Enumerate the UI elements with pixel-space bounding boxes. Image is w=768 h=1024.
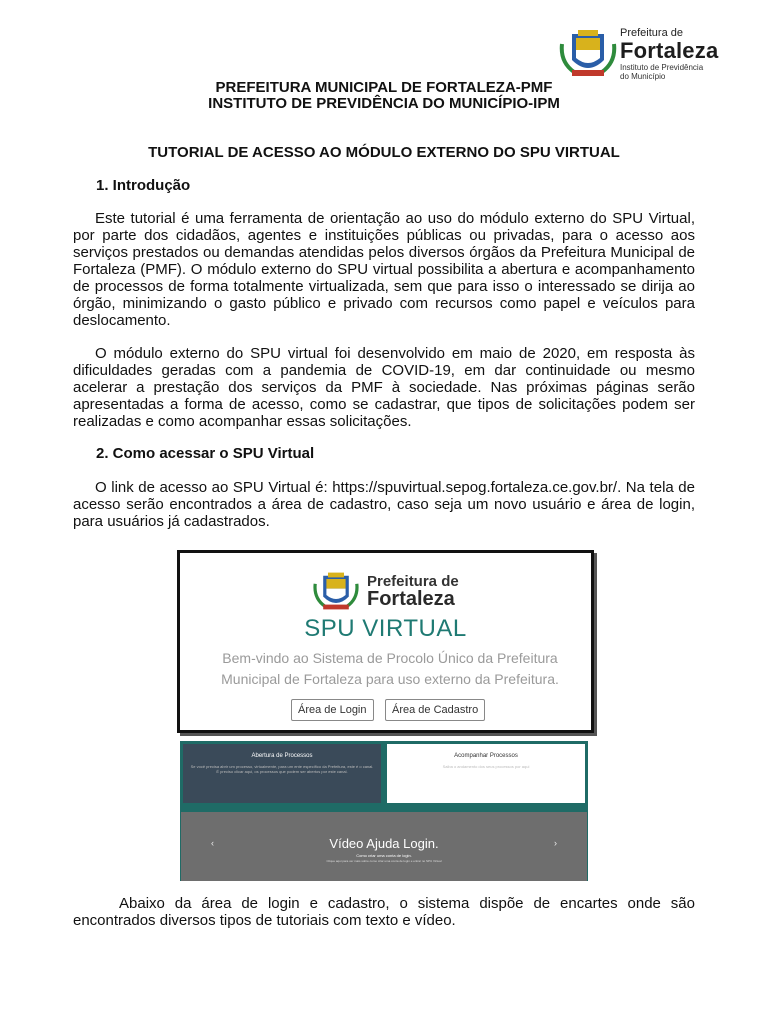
card-text: Saiba o andamento dos seus processos por aqui [442, 764, 530, 769]
document-title: TUTORIAL DE ACESSO AO MÓDULO EXTERNO DO SPU VIRTUAL [148, 144, 620, 161]
section-2-heading: 2. Como acessar o SPU Virtual [96, 445, 315, 462]
spu-title: SPU VIRTUAL [304, 615, 467, 642]
spu-login-screenshot [177, 550, 594, 733]
spu-logo-city: Fortaleza [367, 588, 455, 610]
track-process-card[interactable] [387, 744, 585, 803]
video-subtitle-2: Clique aqui para ver mais sobre como criar uma conta de login e entrar no SPU Virtual [326, 859, 442, 863]
prev-arrow-icon[interactable]: ‹ [211, 838, 214, 848]
header-line-1: PREFEITURA MUNICIPAL DE FORTALEZA-PMF [215, 79, 553, 96]
paragraph-text: O link de acesso ao SPU Virtual é: https://spuvirtual.sepog.fortaleza.ce.gov.br/. Na tela de acesso serão encontrados a área de cadastro, caso seja um novo usuário e área de login, para usuários já cadastrados. [73, 479, 695, 530]
logo-prefix: Prefeitura de [620, 27, 683, 39]
video-title: Vídeo Ajuda Login. [329, 836, 439, 851]
paragraph-text: Abaixo da área de login e cadastro, o sistema dispõe de encartes onde são encontrados diversos tipos de tutoriais com texto e vídeo. [73, 895, 695, 929]
spu-logo-prefix: Prefeitura de [367, 573, 459, 590]
prefeitura-logo [558, 26, 728, 80]
register-area-button[interactable]: Área de Cadastro [385, 699, 485, 721]
next-arrow-icon[interactable]: › [554, 838, 557, 848]
section-2-paragraph-2 [73, 895, 695, 929]
coat-of-arms-icon [558, 26, 618, 80]
section-2-paragraph-1 [73, 479, 695, 530]
logo-institute: Instituto de Previdência do Município [620, 63, 704, 81]
paragraph-text: Este tutorial é uma ferramenta de orientação ao uso do módulo externo do SPU Virtual, por parte dos cidadãos, agentes e instituições públicas ou privadas, para o acesso aos serviços prestados ou demandas atendidas pelos diversos órgãos da Prefeitura Municipal de Fortaleza (PMF). O módulo externo do SPU virtual possibilita a abertura e acompanhamento de processos de forma totalmente virtualizada, sem que para isso o interessado se dirija ao órgão, minimizando o gasto público e privado com recursos como papel e veículos para deslocamento. [73, 210, 695, 329]
open-process-card[interactable] [183, 744, 381, 803]
card-title: Abertura de Processos [251, 753, 313, 759]
coat-of-arms-icon [312, 569, 360, 613]
video-help-carousel[interactable] [181, 812, 587, 881]
login-area-button[interactable]: Área de Login [291, 699, 374, 721]
header-line-2: INSTITUTO DE PREVIDÊNCIA DO MUNICÍPIO-IPM [208, 95, 560, 112]
section-1-paragraph-2 [73, 345, 695, 430]
logo-city: Fortaleza [620, 38, 719, 63]
video-subtitle: Como criar uma conta de login. [356, 853, 412, 858]
card-title: Acompanhar Processos [454, 753, 518, 759]
spu-logo [312, 569, 492, 613]
section-1-heading: 1. Introdução [96, 177, 191, 194]
section-1-paragraph-1 [73, 210, 695, 329]
spu-tutorials-screenshot [180, 741, 588, 881]
spu-welcome-text: Bem-vindo ao Sistema de Procolo Único da Prefeitura Municipal de Fortaleza para uso externo da Prefeitura. [221, 650, 559, 687]
paragraph-text: O módulo externo do SPU virtual foi desenvolvido em maio de 2020, em resposta às dificuldades geradas com a pandemia de COVID-19, em dar continuidade ou mesmo acelerar a prestação dos serviços da PMF à sociedade. Nas próximas páginas serão apresentadas a forma de acesso, como se cadastrar, que tipos de solicitações podem ser realizadas e como acompanhar essas solicitações. [73, 345, 695, 430]
card-text: Se você precisa abrir um processo, virtualmente, para um ente específico da Prefeitura, este é o canal. É preciso clicar aqui, os processos que podem ser abertos por este canal. [190, 764, 374, 774]
